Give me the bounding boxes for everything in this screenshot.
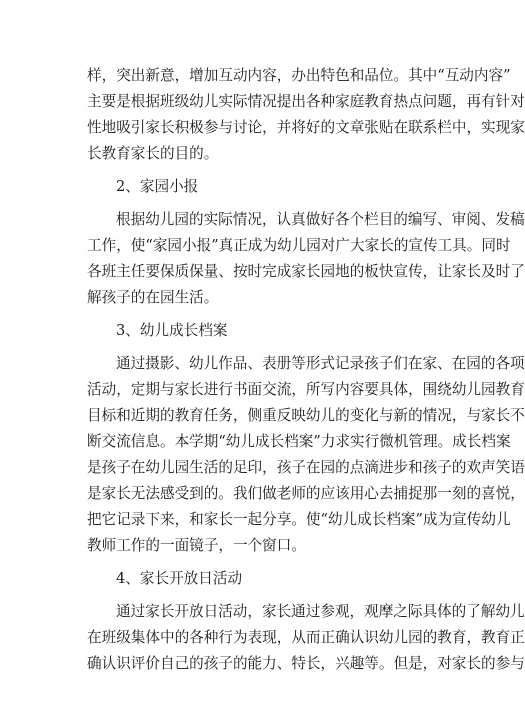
paragraph-line: 是家长无法感受到的。我们做老师的应该用心去捕捉那一刻的喜悦， [87,485,525,502]
section-heading-growth-archive: 3、幼儿成长档案 [116,322,228,339]
paragraph-line: 活动，定期与家长进行书面交流，所写内容要具体，围绕幼儿园教育 [87,381,525,398]
section-heading-home-school-newsletter: 2、家园小报 [116,178,199,195]
paragraph-home-school-newsletter [87,207,525,311]
paragraph-line: 性地吸引家长积极参与讨论，并将好的文章张贴在联系栏中，实现家 [87,119,525,136]
paragraph-line: 在班级集体中的各种行为表现，从而正确认识幼儿园的教育，教育正 [87,629,525,646]
section-heading-open-day: 4、家长开放日活动 [116,570,243,587]
paragraph-line: 长教育家长的目的。 [87,145,219,162]
paragraph-line: 教师工作的一面镜子，一个窗口。 [87,537,306,554]
paragraph-growth-archive [87,351,525,559]
paragraph-line: 通过家长开放日活动，家长通过参观，观摩之际具体的了解幼儿 [116,603,525,620]
paragraph-line: 各班主任要保质保量、按时完成家长园地的板快宣传，让家长及时了 [87,263,525,280]
paragraph-line: 目标和近期的教育任务，侧重反映幼儿的变化与新的情况，与家长不 [87,407,525,424]
paragraph-line: 样，突出新意，增加互动内容，办出特色和品位。其中“互动内容” [87,67,511,84]
paragraph-open-day [87,599,525,677]
paragraph-line: 解孩子的在园生活。 [87,289,219,306]
document-body [87,63,525,677]
paragraph-line: 工作，使“家园小报”真正成为幼儿园对广大家长的宣传工具。同时 [87,237,511,254]
paragraph-line: 把它记录下来，和家长一起分享。使“幼儿成长档案”成为宣传幼儿 [87,511,511,528]
paragraph-line: 断交流信息。本学期“幼儿成长档案”力求实行微机管理。成长档案 [87,433,511,450]
paragraph-line: 根据幼儿园的实际情况，认真做好各个栏目的编写、审阅、发稿 [116,211,525,228]
paragraph-line: 通过摄影、幼儿作品、表册等形式记录孩子们在家、在园的各项 [116,355,525,372]
paragraph-line: 主要是根据班级幼儿实际情况提出各种家庭教育热点问题，再有针对 [87,93,525,110]
paragraph-line: 确认识评价自己的孩子的能力、特长，兴趣等。但是，对家长的参与 [87,655,525,672]
paragraph-line: 是孩子在幼儿园生活的足印，孩子在园的点滴进步和孩子的欢声笑语 [87,459,525,476]
paragraph-interactive-content [87,63,525,167]
